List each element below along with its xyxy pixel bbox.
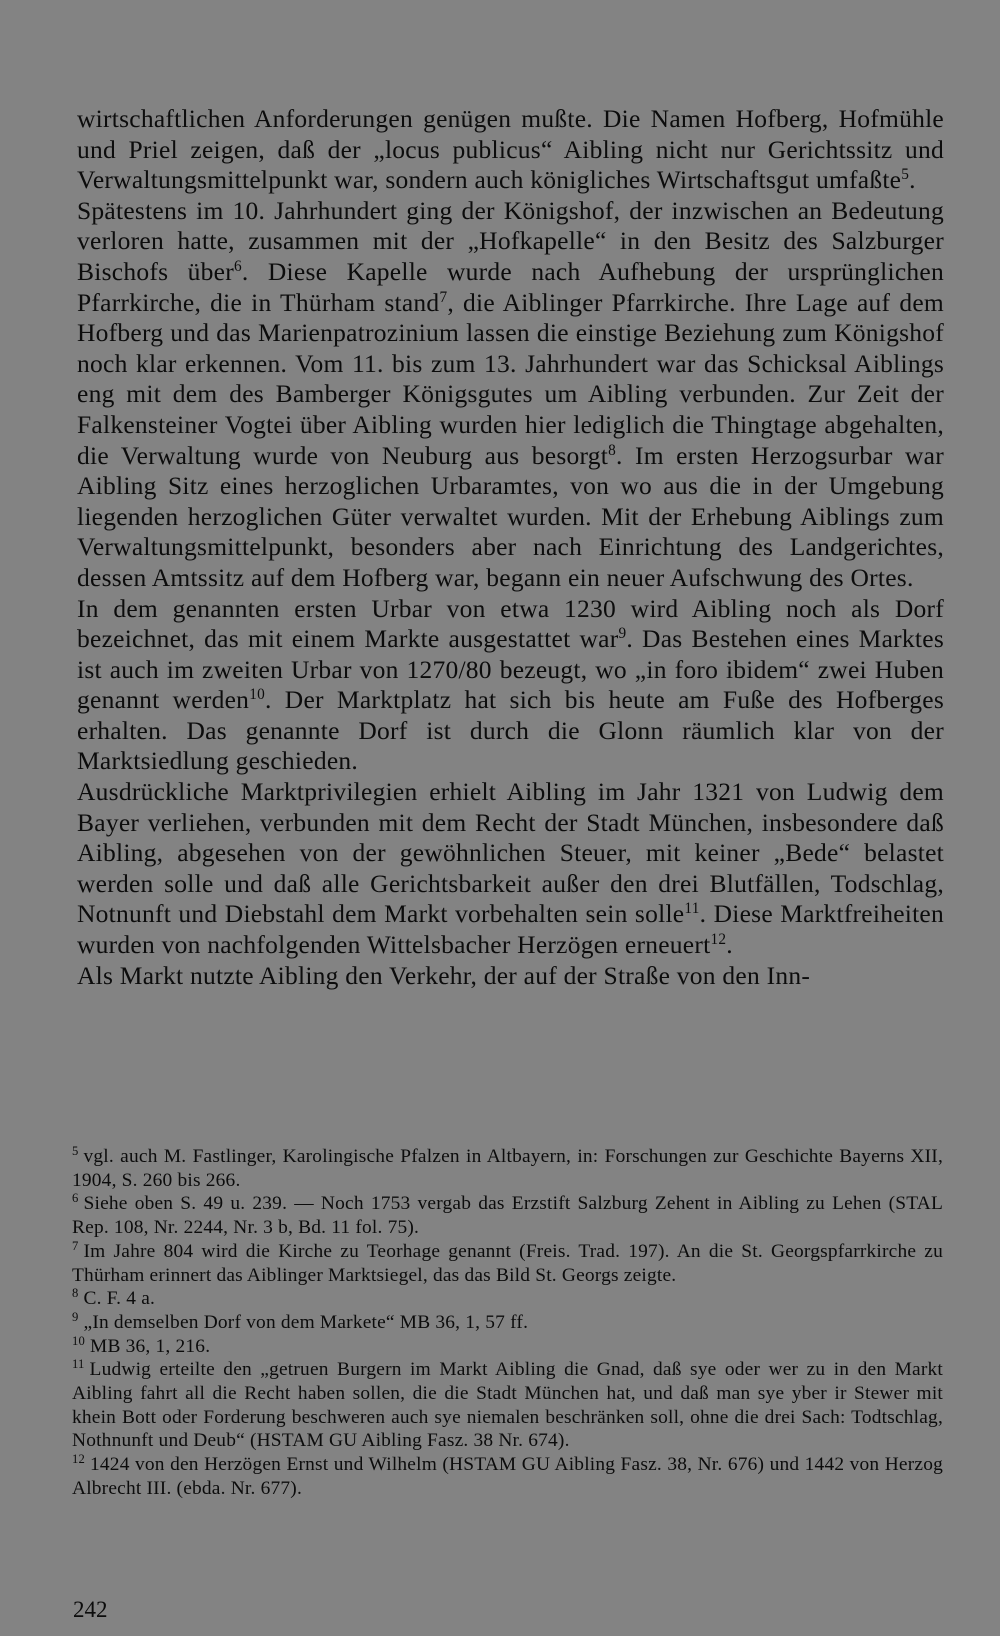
footnote — [72, 1453, 943, 1500]
footnote-reference[interactable]: 6 — [233, 257, 242, 275]
paragraph — [77, 777, 944, 961]
main-text — [77, 104, 944, 991]
footnote-text: Ludwig erteilte den „getruen Burgern im Markt Aibling die Gnad, daß sye oder wer zu in den Markt Aibling fahrt all die Recht haben sollen, die die Stadt München hat, und daß man sye yber ir Stewer mit khein Bott oder Forderung beschweren auch sye niemalen beschränken soll, ohne die drei Sach: Todtschlag, Nothnunft und Deub“ (HSTAM GU Aibling Fasz. 38 Nr. 674). — [72, 1359, 943, 1452]
footnote-text: Im Jahre 804 wird die Kirche zu Teorhage genannt (Freis. Trad. 197). An die St. Georgspfarrkirche zu Thürham erinnert das Aiblinger Marktsiegel, das das Bild St. Georgs zeigte. — [72, 1240, 943, 1286]
footnote — [72, 1335, 943, 1359]
text-segment: . Diese Kapelle wurde nach Aufhebung der ursprünglichen Pfarrkirche, die in Thürham stand — [77, 256, 944, 317]
page-number: 242 — [73, 1597, 108, 1622]
text-segment: . Im ersten Herzogsurbar war Aibling Sitz eines herzoglichen Urbaramtes, von wo aus die in der Umgebung liegenden herzoglichen Güter verwaltet wurden. Mit der Erhebung Aiblings zum Verwaltungsmittelpunkt, besonders aber nach Einrichtung des Landgerichtes, dessen Amtssitz auf dem Hofberg war, begann ein neuer Aufschwung des Ortes. — [77, 440, 944, 592]
footnote-text: 1424 von den Herzögen Ernst und Wilhelm (HSTAM GU Aibling Fasz. 38, Nr. 676) und 1442 von Herzog Albrecht III. (ebda. Nr. 677). — [72, 1454, 943, 1499]
footnote-text: Siehe oben S. 49 u. 239. — Noch 1753 vergab das Erzstift Salzburg Zehent in Aibling zu Lehen (STAL Rep. 108, Nr. 2244, Nr. 3 b, Bd. 11 fol. 75). — [72, 1193, 943, 1239]
footnote-reference[interactable]: 7 — [439, 288, 448, 306]
text-segment: . — [726, 930, 733, 960]
text-segment: . Das Bestehen eines Marktes ist auch im zweiten Urbar von 1270/80 bezeugt, wo „in foro ibidem“ zwei Huben genannt werden — [77, 624, 944, 715]
text-segment: In dem genannten ersten Urbar von etwa 1230 wird Aibling noch als Dorf bezeichnet, das mit einem Markte ausgestattet war — [77, 593, 944, 654]
footnote-number: 7 — [72, 1238, 79, 1253]
footnote-reference[interactable]: 11 — [684, 900, 700, 918]
footnote-number: 5 — [72, 1144, 79, 1159]
footnote-number: 9 — [72, 1310, 79, 1324]
footnotes — [72, 1145, 943, 1501]
footnote-reference[interactable]: 8 — [608, 441, 617, 459]
paragraph — [77, 594, 944, 778]
paragraph — [77, 104, 944, 196]
text-segment: Spätestens im 10. Jahrhundert ging der Königshof, der inzwischen an Bedeutung verloren hatte, zusammen mit der „Hofkapelle“ in den Besitz des Salzburger Bischofs über — [77, 195, 944, 286]
footnote-number: 10 — [72, 1333, 86, 1348]
text-segment: . Diese Marktfreiheiten wurden von nachfolgenden Wittelsbacher Herzögen erneuert — [77, 899, 944, 960]
footnote-text: MB 36, 1, 216. — [90, 1335, 211, 1357]
footnote-number: 12 — [72, 1452, 86, 1467]
footnote-reference[interactable]: 10 — [249, 686, 265, 704]
paragraph — [77, 961, 944, 992]
footnote — [72, 1145, 943, 1192]
footnote-number: 6 — [72, 1191, 79, 1206]
footnote-number: 8 — [72, 1286, 79, 1301]
footnote-text: C. F. 4 a. — [83, 1288, 156, 1310]
text-segment: . Der Marktplatz hat sich bis heute am Fuße des Hofberges erhalten. Das genannte Dorf ist durch die Glonn räumlich klar von der Marktsiedlung geschieden. — [77, 685, 944, 776]
footnote — [72, 1240, 943, 1287]
footnote-number: 11 — [72, 1357, 85, 1372]
text-segment: . — [909, 165, 916, 195]
footnote — [72, 1358, 943, 1453]
footnote-text: vgl. auch M. Fastlinger, Karolingische Pfalzen in Altbayern, in: Forschungen zur Geschichte Bayerns XII, 1904, S. 260 bis 266. — [72, 1146, 943, 1191]
footnote — [72, 1192, 943, 1239]
text-segment: wirtschaftlichen Anforderungen genügen mußte. Die Namen Hofberg, Hofmühle und Priel zeigen, daß der „locus publicus“ Aibling nicht nur Gerichtssitz und Verwaltungsmittelpunkt war, sondern auch königliches Wirtschaftsgut umfaßte — [77, 104, 944, 195]
footnote-reference[interactable]: 5 — [901, 166, 910, 184]
footnote-reference[interactable]: 9 — [618, 624, 627, 642]
text-segment: , die Aiblinger Pfarrkirche. Ihre Lage auf dem Hofberg und das Marienpatrozinium lassen die einstige Beziehung zum Königshof noch klar erkennen. Vom 11. bis zum 13. Jahrhundert war das Schicksal Aiblings eng mit dem des Bamberger Königsgutes um Aibling verbunden. Zur Zeit der Falkensteiner Vogtei über Aibling wurden hier lediglich die Thingtage abgehalten, die Verwaltung wurde von Neuburg aus besorgt — [77, 287, 945, 470]
text-segment: Als Markt nutzte Aibling den Verkehr, der auf der Straße von den Inn- — [77, 960, 811, 990]
footnote — [72, 1287, 943, 1311]
footnote-reference[interactable]: 12 — [710, 930, 727, 948]
text-segment: Ausdrückliche Marktprivilegien erhielt Aibling im Jahr 1321 von Ludwig dem Bayer verliehen, verbunden mit dem Recht der Stadt München, insbesondere daß Aibling, abgesehen von der gewöhnlichen Steuer, mit keiner „Bede“ belastet werden solle und daß alle Gerichtsbarkeit außer den drei Blutfällen, Todschlag, Notnunft und Diebstahl dem Markt vorbehalten sein solle — [77, 777, 944, 929]
footnote-text: „In demselben Dorf von dem Markete“ MB 36, 1, 57 ff. — [83, 1311, 529, 1333]
paragraph — [77, 196, 944, 594]
footnote — [72, 1311, 943, 1335]
